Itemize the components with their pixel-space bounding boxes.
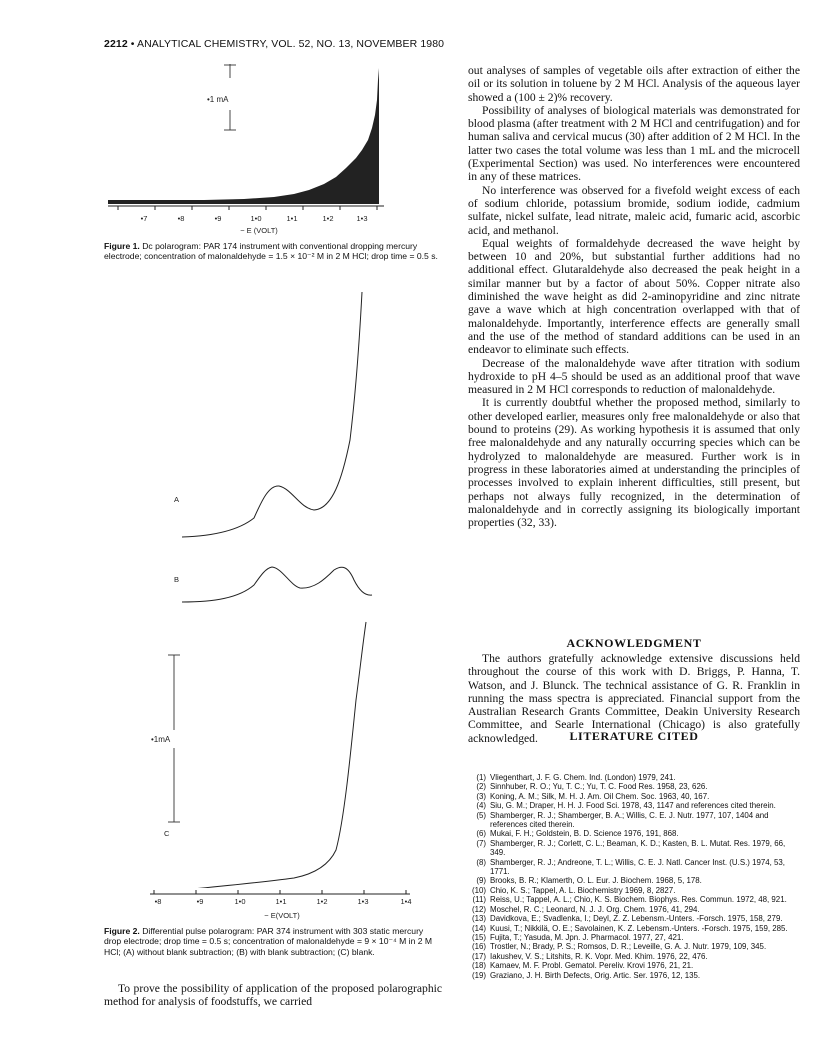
paragraph: Possibility of analyses of biological materials was demonstrated for blood plasma (after treatment with 2 M HCl and centrifugation) and for human saliva and cervical mucus (30) after addition of 2 M HCl. In the latter two cases the total volume was less than 1 mL and the microcell (Experimental Section) was used. No interferences were encountered in any of these matrices. — [468, 103, 800, 184]
reference-item: (6) Mukai, F. H.; Goldstein, B. D. Science 1976, 191, 868. — [476, 829, 679, 839]
axis-label: − E (VOLT) — [240, 226, 278, 235]
tick-label: •8 — [177, 214, 185, 223]
reference-item: (14) Kuusi, T.; Nikkilä, O. E.; Savolainen, K. Z. Lebensm.-Unters. -Forsch. 1975, 159, 285. — [471, 923, 788, 933]
reference-item: (15) Fujita, T.; Yasuda, M. Jpn. J. Pharmacol. 1977, 27, 421. — [471, 932, 684, 942]
tick-label: 1•1 — [286, 214, 298, 223]
reference-item: (11) Reiss, U.; Tappel, A. L.; Chio, K. S. Biochem. Biophys. Res. Commun. 1972, 48, 921. — [472, 895, 787, 905]
figure-2-polarogram — [104, 280, 449, 888]
reference-item: (10) Chio, K. S.; Tappel, A. L. Biochemistry 1969, 8, 2827. — [471, 885, 676, 895]
curve-a — [182, 292, 362, 537]
paragraph: Equal weights of formaldehyde decreased the wave height by between 10 and 20%, but substantial further additions had no additional effect. Glutaraldehyde also decreased the peak height in a similar manner but by a factor of about 50%. Copper nitrate also diminished the wave height as did 2-aminopyridine and zinc nitrate gave a wave which at high concentration overlapped with that of malonaldehyde. Importantly, interference effects are generally small and the use of the method of standard additions can be used in an endeavor to eliminate such effects. — [468, 236, 800, 357]
tick-label: 1•0 — [250, 214, 262, 223]
tick-label: 1•3 — [357, 897, 369, 906]
x-axis-ticks — [118, 206, 377, 210]
figure-1-caption-text: Dc polarogram: PAR 174 instrument with conventional dropping mercury electrode; concentration of malonaldehyde = 1.5 × 10⁻² M in 2 M HCl; drop time = 0.5 s. — [104, 241, 438, 262]
figure-2-caption — [104, 926, 442, 957]
scale-label: •1 mA — [207, 95, 229, 104]
curve-a-label: A — [174, 495, 180, 504]
tick-label: 1•4 — [400, 897, 412, 906]
tick-label: 1•3 — [356, 214, 368, 223]
tick-label: •9 — [214, 214, 222, 223]
reference-list — [468, 773, 798, 980]
figure-1-caption-label: Figure 1. — [104, 241, 140, 251]
reference-item: (7) Shamberger, R. J.; Corlett, C. L.; Beaman, K. D.; Kasten, B. L. Mutat. Res. 1979, 66, 349. — [476, 838, 786, 858]
tick-label: 1•2 — [322, 214, 334, 223]
curve-b — [182, 567, 372, 602]
acknowledgment-heading: ACKNOWLEDGMENT — [566, 636, 702, 650]
reference-item: (13) Davidkova, E.; Svadlenka, I.; Deyl, Z. Z. Lebensm.-Unters. -Forsch. 1975, 158, 279. — [471, 914, 783, 924]
paragraph: out analyses of samples of vegetable oils after extraction of either the oil or its solution in toluene by 2 M HCl. Analysis of the aqueous layer showed a (100 ± 2)% recovery. — [468, 64, 800, 104]
reference-item: (19) Graziano, J. H. Birth Defects, Orig. Artic. Ser. 1976, 12, 135. — [471, 970, 701, 980]
curve-c — [182, 622, 366, 888]
left-column-text — [104, 982, 442, 1009]
tick-label: 1•1 — [275, 897, 287, 906]
page-number: 2212 — [104, 38, 128, 50]
reference-item: (16) Trostler, N.; Brady, P. S.; Romsos, D. R.; Leveille, G. A. J. Nutr. 1979, 109, 345. — [471, 942, 767, 952]
tick-label: •9 — [196, 897, 204, 906]
reference-item: (4) Siu, G. M.; Draper, H. H. J. Food Sci. 1978, 43, 1147 and references cited therein. — [476, 801, 776, 811]
paragraph: No interference was observed for a fivefold weight excess of each of sodium chloride, potassium bromide, sodium iodide, cadmium sulfate, nickel sulfate, lead nitrate, maleic acid, fumaric acid, ascorbic acid, and methanol. — [468, 183, 800, 237]
figure-2-caption-label: Figure 2. — [104, 926, 140, 936]
axis-label: − E(VOLT) — [264, 911, 300, 920]
paragraph: Decrease of the malonaldehyde wave after titration with sodium hydroxide to pH 4–5 should be used as an additional proof that wave measured in 2 M HCl corresponds to reduction of malonaldehyde. — [468, 356, 800, 397]
tick-label: •8 — [154, 897, 162, 906]
reference-item: (8) Shamberger, R. J.; Andreone, T. L.; Willis, C. E. J. Natl. Cancer Inst. (U.S.) 1974, 53, 1771. — [476, 857, 785, 877]
figure-1-caption — [104, 241, 442, 262]
curve-b-label: B — [174, 575, 180, 584]
curve-c-label: C — [164, 829, 170, 838]
paragraph: The authors gratefully acknowledge extensive discussions held throughout the course of this work with D. Briggs, P. Hanna, T. Watson, and J. Blunck. The technical assistance of G. R. Franklin in running the mass spectra is appreciated. Financial support from the Australian Research Grants Committee, Deakin University Research Committee, and Searle International (Chicago) is also gratefully acknowledged. — [468, 652, 800, 745]
reference-item: (5) Shamberger, R. J.; Shamberger, B. A.; Willis, C. E. J. Nutr. 1977, 107, 1404 and references cited therein. — [476, 810, 769, 830]
right-column-text — [468, 64, 800, 529]
tick-label: 1•0 — [234, 897, 246, 906]
figure-1-polarogram — [104, 60, 454, 240]
reference-item: (17) Iakushev, V. S.; Litshits, R. K. Vopr. Med. Khim. 1976, 22, 476. — [471, 951, 708, 961]
literature-heading: LITERATURE CITED — [569, 729, 699, 743]
running-header — [104, 38, 444, 50]
figure-2-axis — [150, 888, 430, 924]
journal-line: • ANALYTICAL CHEMISTRY, VOL. 52, NO. 13, NOVEMBER 1980 — [130, 38, 445, 50]
tick-label: 1•2 — [316, 897, 328, 906]
reference-item: (18) Kamaev, M. F. Probl. Gematol. Pereliv. Krovi 1976, 21, 21. — [471, 961, 694, 971]
reference-item: (3) Koning, A. M.; Silk, M. H. J. Am. Oil Chem. Soc. 1963, 40, 167. — [476, 791, 710, 801]
paragraph: To prove the possibility of application of the proposed polarographic method for analysis of foodstuffs, we carried — [104, 982, 442, 1009]
reference-item: (2) Sinnhuber, R. O.; Yu, T. C.; Yu, T. C. Food Res. 1958, 23, 626. — [476, 782, 708, 792]
scale-label: •1mA — [151, 735, 171, 744]
reference-item: (12) Moschel, R. C.; Leonard, N. J. J. Org. Chem. 1976, 41, 294. — [471, 904, 700, 914]
tick-label: •7 — [140, 214, 148, 223]
polarogram-trace — [108, 68, 379, 204]
figure-2-caption-text: Differential pulse polarogram: PAR 374 instrument with 303 static mercury drop electrode; drop time = 0.5 s; concentration of malonaldehyde = 9 × 10⁻⁴ M in 2 M HCl; (A) without blank subtraction; (B) with blank subtraction; (C) blank. — [104, 926, 433, 957]
paragraph: It is currently doubtful whether the proposed method, similarly to other developed earlier, measures only free malonaldehyde or also that bound to proteins (29). As working hypothesis it is assumed that only free malonaldehyde and any naturally occurring species which can be hydrolyzed to malonaldehyde are measured. Further work is in progress in these laboratories aimed at understanding the principles of processes involved to explain inherent difficulties, still present, but perhaps not always fully recognized, in the determination of malonaldehyde and in correctly assigning its biologically important properties (32, 33). — [468, 396, 800, 530]
reference-item: (1) Vliegenthart, J. F. G. Chem. Ind. (London) 1979, 241. — [476, 773, 676, 782]
x-axis-ticks — [154, 890, 406, 894]
reference-item: (9) Brooks, B. R.; Klamerth, O. L. Eur. J. Biochem. 1968, 5, 178. — [476, 876, 702, 886]
